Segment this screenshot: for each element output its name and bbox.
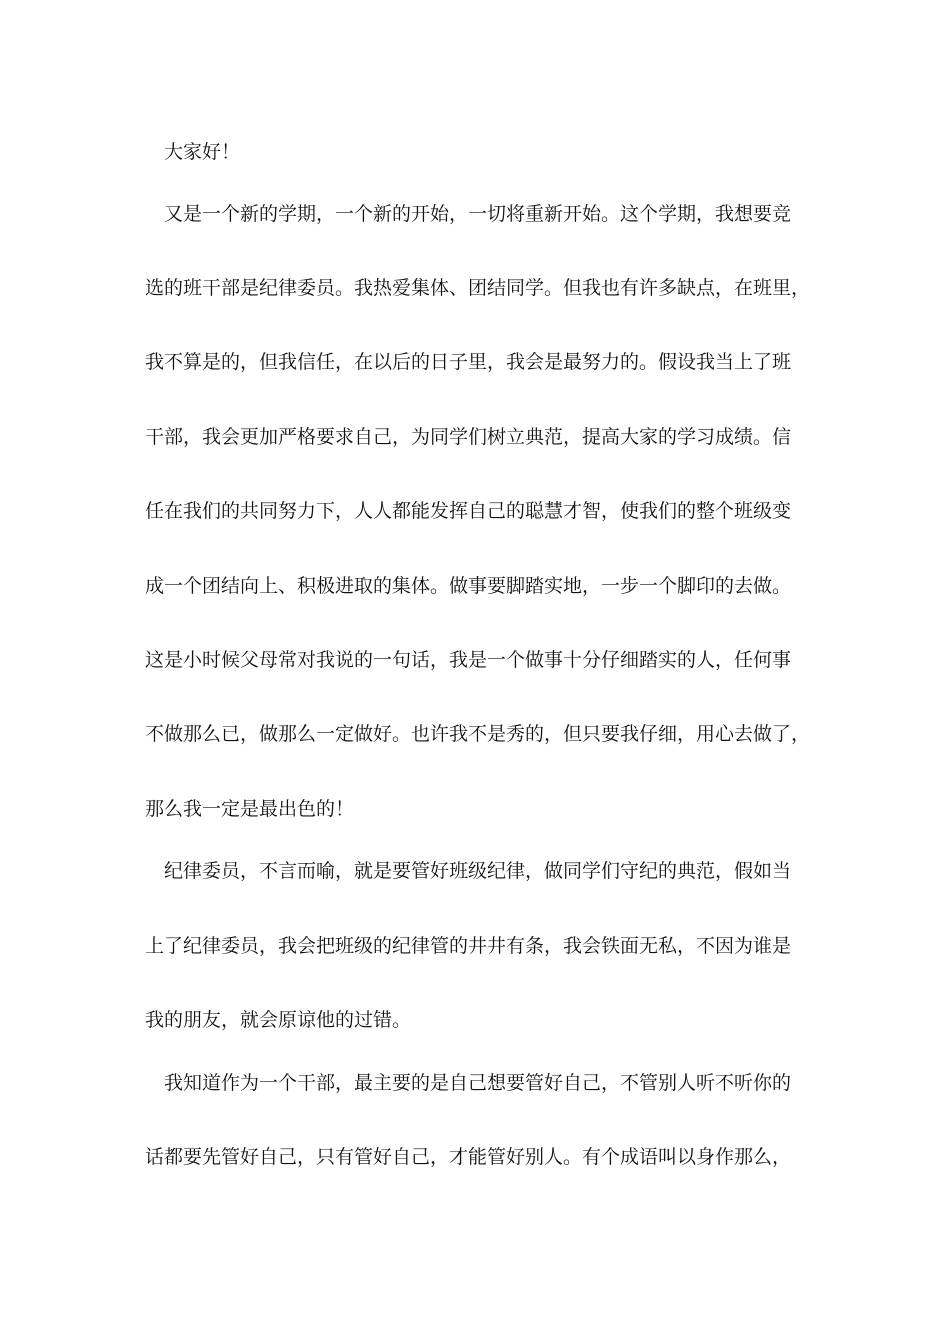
paragraph-1-line-6: 成一个团结向上、积极进取的集体。做事要脚踏实地，一步一个脚印的去做。 bbox=[145, 575, 792, 597]
paragraph-1-line-1: 又是一个新的学期，一个新的开始，一切将重新开始。这个学期，我想要竞 bbox=[164, 203, 792, 225]
paragraph-3-line-1: 我知道作为一个干部，最主要的是自己想要管好自己，不管别人听不听你的 bbox=[164, 1072, 792, 1094]
paragraph-3-line-2: 话都要先管好自己，只有管好自己，才能管好别人。有个成语叫以身作那么， bbox=[145, 1146, 792, 1168]
paragraph-2-line-2: 上了纪律委员，我会把班级的纪律管的井井有条，我会铁面无私，不因为谁是 bbox=[145, 935, 792, 957]
paragraph-1-line-5: 任在我们的共同努力下，人人都能发挥自己的聪慧才智，使我们的整个班级变 bbox=[145, 500, 792, 522]
paragraph-1-line-2: 选的班干部是纪律委员。我热爱集体、团结同学。但我也有许多缺点，在班里， bbox=[145, 277, 811, 299]
paragraph-1-line-9: 那么我一定是最出色的！ bbox=[145, 798, 355, 820]
paragraph-1-line-4: 干部，我会更加严格要求自己，为同学们树立典范，提高大家的学习成绩。信 bbox=[145, 426, 792, 448]
paragraph-2-line-1: 纪律委员，不言而喻，就是要管好班级纪律，做同学们守纪的典范，假如当 bbox=[164, 860, 792, 882]
paragraph-1-line-3: 我不算是的，但我信任，在以后的日子里，我会是最努力的。假设我当上了班 bbox=[145, 351, 792, 373]
paragraph-2-line-3: 我的朋友，就会原谅他的过错。 bbox=[145, 1009, 412, 1031]
paragraph-1-line-8: 不做那么已，做那么一定做好。也许我不是秀的，但只要我仔细，用心去做了， bbox=[145, 723, 811, 745]
paragraph-1-line-7: 这是小时候父母常对我说的一句话，我是一个做事十分仔细踏实的人，任何事 bbox=[145, 649, 792, 671]
greeting-line: 大家好！ bbox=[164, 141, 241, 163]
